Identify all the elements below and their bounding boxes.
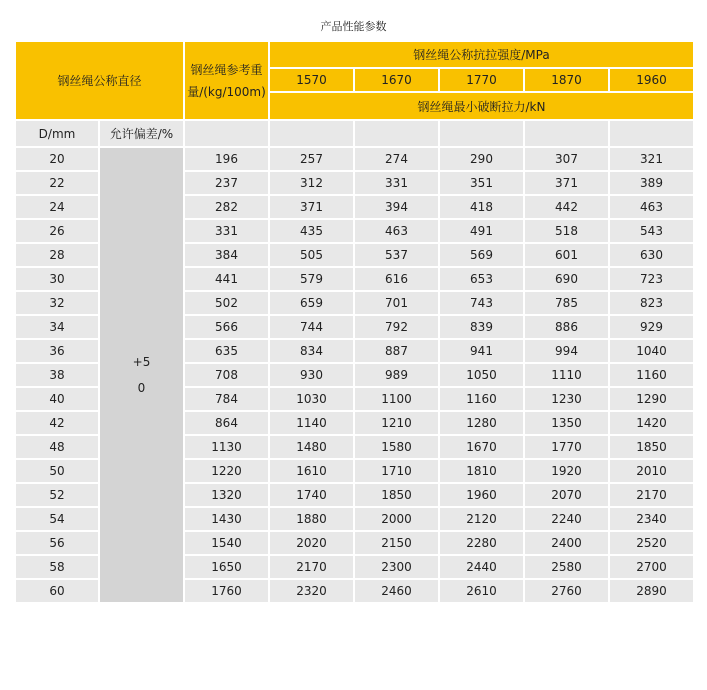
breaking-force-cell: 701 bbox=[354, 291, 439, 315]
diameter-cell: 26 bbox=[15, 219, 99, 243]
breaking-force-cell: 274 bbox=[354, 147, 439, 171]
weight-cell: 1540 bbox=[184, 531, 269, 555]
breaking-force-cell: 1210 bbox=[354, 411, 439, 435]
breaking-force-cell: 887 bbox=[354, 339, 439, 363]
breaking-force-cell: 1850 bbox=[609, 435, 694, 459]
product-performance-table bbox=[14, 40, 695, 604]
breaking-force-cell: 941 bbox=[439, 339, 524, 363]
breaking-force-cell: 1030 bbox=[269, 387, 354, 411]
breaking-force-cell: 1920 bbox=[524, 459, 609, 483]
breaking-force-cell: 2440 bbox=[439, 555, 524, 579]
weight-cell: 196 bbox=[184, 147, 269, 171]
breaking-force-cell: 543 bbox=[609, 219, 694, 243]
min-breaking-force-header: 钢丝绳最小破断拉力/kN bbox=[269, 92, 694, 120]
weight-cell: 708 bbox=[184, 363, 269, 387]
breaking-force-cell: 1670 bbox=[439, 435, 524, 459]
breaking-force-cell: 2700 bbox=[609, 555, 694, 579]
breaking-force-cell: 321 bbox=[609, 147, 694, 171]
breaking-force-cell: 463 bbox=[609, 195, 694, 219]
diameter-unit-header: D/mm bbox=[15, 120, 99, 147]
breaking-force-cell: 505 bbox=[269, 243, 354, 267]
diameter-cell: 50 bbox=[15, 459, 99, 483]
weight-cell: 384 bbox=[184, 243, 269, 267]
breaking-force-cell: 307 bbox=[524, 147, 609, 171]
breaking-force-cell: 792 bbox=[354, 315, 439, 339]
breaking-force-cell: 1290 bbox=[609, 387, 694, 411]
breaking-force-cell: 537 bbox=[354, 243, 439, 267]
nominal-diameter-header: 钢丝绳公称直径 bbox=[15, 41, 184, 120]
diameter-cell: 36 bbox=[15, 339, 99, 363]
breaking-force-cell: 989 bbox=[354, 363, 439, 387]
breaking-force-cell: 743 bbox=[439, 291, 524, 315]
weight-cell: 282 bbox=[184, 195, 269, 219]
breaking-force-cell: 2460 bbox=[354, 579, 439, 603]
diameter-cell: 58 bbox=[15, 555, 99, 579]
breaking-force-cell: 1230 bbox=[524, 387, 609, 411]
empty-header-cell bbox=[269, 120, 354, 147]
breaking-force-cell: 2170 bbox=[609, 483, 694, 507]
breaking-force-cell: 435 bbox=[269, 219, 354, 243]
breaking-force-cell: 371 bbox=[524, 171, 609, 195]
breaking-force-cell: 394 bbox=[354, 195, 439, 219]
breaking-force-cell: 1350 bbox=[524, 411, 609, 435]
diameter-cell: 28 bbox=[15, 243, 99, 267]
breaking-force-cell: 1280 bbox=[439, 411, 524, 435]
breaking-force-cell: 994 bbox=[524, 339, 609, 363]
breaking-force-cell: 2610 bbox=[439, 579, 524, 603]
table-row bbox=[15, 147, 694, 171]
breaking-force-cell: 929 bbox=[609, 315, 694, 339]
weight-cell: 1760 bbox=[184, 579, 269, 603]
breaking-force-cell: 2320 bbox=[269, 579, 354, 603]
breaking-force-cell: 2170 bbox=[269, 555, 354, 579]
breaking-force-cell: 2120 bbox=[439, 507, 524, 531]
tolerance-value: 0 bbox=[137, 381, 146, 395]
table-caption: 产品性能参数 bbox=[320, 20, 387, 33]
tolerance-header: 允许偏差/% bbox=[99, 120, 184, 147]
breaking-force-cell: 1160 bbox=[439, 387, 524, 411]
weight-cell: 1130 bbox=[184, 435, 269, 459]
empty-header-cell bbox=[524, 120, 609, 147]
breaking-force-cell: 290 bbox=[439, 147, 524, 171]
diameter-cell: 22 bbox=[15, 171, 99, 195]
breaking-force-cell: 2150 bbox=[354, 531, 439, 555]
empty-header-cell bbox=[184, 120, 269, 147]
weight-cell: 441 bbox=[184, 267, 269, 291]
diameter-cell: 56 bbox=[15, 531, 99, 555]
breaking-force-cell: 1420 bbox=[609, 411, 694, 435]
breaking-force-cell: 1610 bbox=[269, 459, 354, 483]
breaking-force-cell: 1110 bbox=[524, 363, 609, 387]
strength-grade-1770: 1770 bbox=[439, 68, 524, 92]
breaking-force-cell: 2340 bbox=[609, 507, 694, 531]
breaking-force-cell: 2300 bbox=[354, 555, 439, 579]
diameter-cell: 20 bbox=[15, 147, 99, 171]
strength-grade-1670: 1670 bbox=[354, 68, 439, 92]
breaking-force-cell: 630 bbox=[609, 243, 694, 267]
breaking-force-cell: 518 bbox=[524, 219, 609, 243]
diameter-cell: 30 bbox=[15, 267, 99, 291]
empty-header-cell bbox=[354, 120, 439, 147]
diameter-cell: 54 bbox=[15, 507, 99, 531]
breaking-force-cell: 1160 bbox=[609, 363, 694, 387]
breaking-force-cell: 1770 bbox=[524, 435, 609, 459]
weight-cell: 635 bbox=[184, 339, 269, 363]
breaking-force-cell: 723 bbox=[609, 267, 694, 291]
breaking-force-cell: 616 bbox=[354, 267, 439, 291]
weight-cell: 1220 bbox=[184, 459, 269, 483]
breaking-force-cell: 1710 bbox=[354, 459, 439, 483]
weight-cell: 1320 bbox=[184, 483, 269, 507]
diameter-cell: 32 bbox=[15, 291, 99, 315]
tolerance-cell bbox=[99, 147, 184, 603]
breaking-force-cell: 371 bbox=[269, 195, 354, 219]
weight-cell: 237 bbox=[184, 171, 269, 195]
diameter-cell: 60 bbox=[15, 579, 99, 603]
breaking-force-cell: 601 bbox=[524, 243, 609, 267]
breaking-force-cell: 331 bbox=[354, 171, 439, 195]
diameter-cell: 48 bbox=[15, 435, 99, 459]
breaking-force-cell: 1040 bbox=[609, 339, 694, 363]
diameter-cell: 40 bbox=[15, 387, 99, 411]
weight-cell: 1650 bbox=[184, 555, 269, 579]
weight-cell: 502 bbox=[184, 291, 269, 315]
breaking-force-cell: 2890 bbox=[609, 579, 694, 603]
diameter-cell: 42 bbox=[15, 411, 99, 435]
breaking-force-cell: 579 bbox=[269, 267, 354, 291]
breaking-force-cell: 2520 bbox=[609, 531, 694, 555]
strength-grade-1570: 1570 bbox=[269, 68, 354, 92]
breaking-force-cell: 1740 bbox=[269, 483, 354, 507]
strength-grade-1870: 1870 bbox=[524, 68, 609, 92]
weight-cell: 1430 bbox=[184, 507, 269, 531]
breaking-force-cell: 389 bbox=[609, 171, 694, 195]
breaking-force-cell: 2240 bbox=[524, 507, 609, 531]
breaking-force-cell: 823 bbox=[609, 291, 694, 315]
breaking-force-cell: 2070 bbox=[524, 483, 609, 507]
breaking-force-cell: 1480 bbox=[269, 435, 354, 459]
breaking-force-cell: 839 bbox=[439, 315, 524, 339]
breaking-force-cell: 930 bbox=[269, 363, 354, 387]
weight-cell: 331 bbox=[184, 219, 269, 243]
breaking-force-cell: 257 bbox=[269, 147, 354, 171]
table-body bbox=[15, 41, 694, 603]
diameter-cell: 34 bbox=[15, 315, 99, 339]
breaking-force-cell: 886 bbox=[524, 315, 609, 339]
tolerance-value: +5 bbox=[132, 355, 151, 369]
diameter-cell: 24 bbox=[15, 195, 99, 219]
breaking-force-cell: 1850 bbox=[354, 483, 439, 507]
breaking-force-cell: 2760 bbox=[524, 579, 609, 603]
weight-cell: 784 bbox=[184, 387, 269, 411]
breaking-force-cell: 1960 bbox=[439, 483, 524, 507]
breaking-force-cell: 653 bbox=[439, 267, 524, 291]
diameter-cell: 38 bbox=[15, 363, 99, 387]
weight-cell: 566 bbox=[184, 315, 269, 339]
breaking-force-cell: 2020 bbox=[269, 531, 354, 555]
breaking-force-cell: 785 bbox=[524, 291, 609, 315]
header-row-1 bbox=[15, 41, 694, 68]
empty-header-cell bbox=[609, 120, 694, 147]
breaking-force-cell: 418 bbox=[439, 195, 524, 219]
breaking-force-cell: 2280 bbox=[439, 531, 524, 555]
weight-cell: 864 bbox=[184, 411, 269, 435]
reference-weight-header: 钢丝绳参考重量/(kg/100m) bbox=[184, 41, 269, 120]
empty-header-cell bbox=[439, 120, 524, 147]
breaking-force-cell: 659 bbox=[269, 291, 354, 315]
breaking-force-cell: 744 bbox=[269, 315, 354, 339]
breaking-force-cell: 834 bbox=[269, 339, 354, 363]
breaking-force-cell: 1580 bbox=[354, 435, 439, 459]
breaking-force-cell: 569 bbox=[439, 243, 524, 267]
breaking-force-cell: 2000 bbox=[354, 507, 439, 531]
breaking-force-cell: 1100 bbox=[354, 387, 439, 411]
breaking-force-cell: 351 bbox=[439, 171, 524, 195]
breaking-force-cell: 491 bbox=[439, 219, 524, 243]
breaking-force-cell: 1880 bbox=[269, 507, 354, 531]
breaking-force-cell: 463 bbox=[354, 219, 439, 243]
breaking-force-cell: 442 bbox=[524, 195, 609, 219]
strength-grade-1960: 1960 bbox=[609, 68, 694, 92]
breaking-force-cell: 2580 bbox=[524, 555, 609, 579]
breaking-force-cell: 312 bbox=[269, 171, 354, 195]
tensile-strength-header: 钢丝绳公称抗拉强度/MPa bbox=[269, 41, 694, 68]
breaking-force-cell: 690 bbox=[524, 267, 609, 291]
header-row-4 bbox=[15, 120, 694, 147]
breaking-force-cell: 2400 bbox=[524, 531, 609, 555]
diameter-cell: 52 bbox=[15, 483, 99, 507]
breaking-force-cell: 1810 bbox=[439, 459, 524, 483]
breaking-force-cell: 1050 bbox=[439, 363, 524, 387]
breaking-force-cell: 2010 bbox=[609, 459, 694, 483]
breaking-force-cell: 1140 bbox=[269, 411, 354, 435]
